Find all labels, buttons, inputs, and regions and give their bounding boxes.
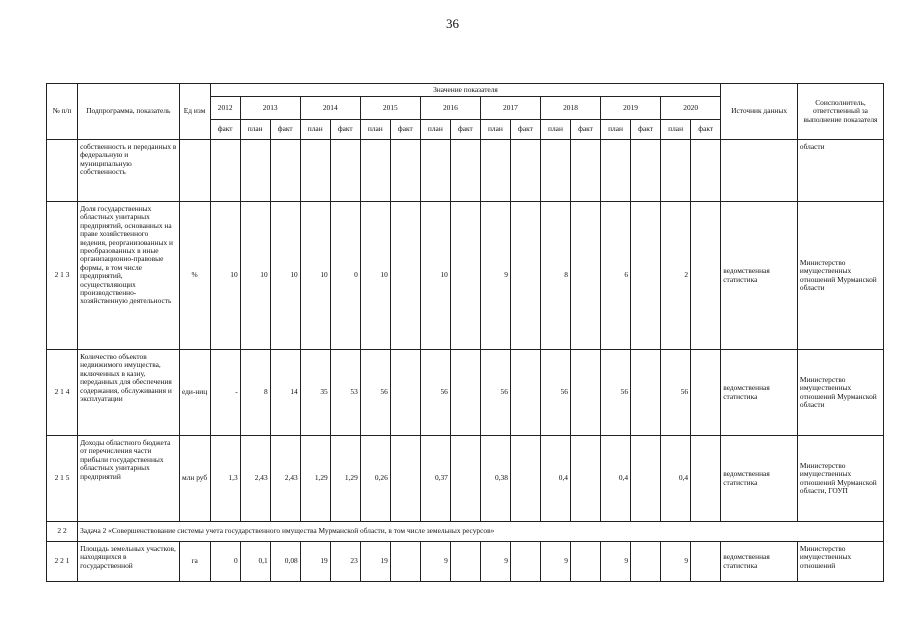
value-cell: 1,29 <box>300 436 330 522</box>
value-cell: 8 <box>240 350 270 436</box>
value-cell: 35 <box>300 350 330 436</box>
value-cell <box>510 202 540 350</box>
value-cell: - <box>210 350 240 436</box>
value-cell <box>571 542 601 582</box>
header-year: 2015 <box>360 97 420 120</box>
value-cell <box>390 202 420 350</box>
header-plan: план <box>540 120 570 140</box>
header-plan: план <box>360 120 390 140</box>
header-fact: факт <box>270 120 300 140</box>
value-cell <box>691 202 721 350</box>
value-cell: 56 <box>601 350 631 436</box>
value-cell: 0,4 <box>661 436 691 522</box>
value-cell: 0,38 <box>480 436 510 522</box>
value-cell: 0,26 <box>360 436 390 522</box>
header-plan: план <box>240 120 270 140</box>
value-cell <box>390 350 420 436</box>
value-cell <box>631 436 661 522</box>
value-cell <box>480 140 510 202</box>
value-cell: 10 <box>210 202 240 350</box>
row-num: 2 1 5 <box>47 436 78 522</box>
value-cell <box>390 542 420 582</box>
task-title: Задача 2 «Совершенствование системы учета государственного имущества Мурманской области, в том числе земельных ресурсов» <box>78 522 884 542</box>
value-cell: 0,4 <box>540 436 570 522</box>
value-cell <box>240 140 270 202</box>
value-cell <box>420 140 450 202</box>
table-header <box>47 84 884 140</box>
value-cell: 10 <box>240 202 270 350</box>
value-cell: 8 <box>540 202 570 350</box>
value-cell: 0 <box>210 542 240 582</box>
value-cell: 10 <box>360 202 390 350</box>
header-fact: факт <box>631 120 661 140</box>
value-cell <box>571 202 601 350</box>
value-cell: 0,08 <box>270 542 300 582</box>
value-cell <box>661 140 691 202</box>
value-cell <box>300 140 330 202</box>
value-cell: 19 <box>360 542 390 582</box>
value-cell <box>601 140 631 202</box>
row-num: 2 1 4 <box>47 350 78 436</box>
value-cell: 56 <box>420 350 450 436</box>
value-cell: 0 <box>330 202 360 350</box>
header-plan: план <box>480 120 510 140</box>
value-cell <box>210 140 240 202</box>
row-name: Доходы областного бюджета от перечисления части прибыли государственных областных унитарных предприятий <box>78 436 180 522</box>
value-cell <box>571 436 601 522</box>
row-source: ведомственная статистика <box>721 350 798 436</box>
value-cell <box>631 542 661 582</box>
table-row <box>47 542 884 582</box>
header-year: 2017 <box>480 97 540 120</box>
indicator-table <box>46 83 884 582</box>
row-unit: га <box>179 542 210 582</box>
value-cell: 10 <box>420 202 450 350</box>
header-year: 2018 <box>540 97 600 120</box>
table-row <box>47 140 884 202</box>
header-year: 2013 <box>240 97 300 120</box>
table-body <box>47 140 884 582</box>
header-fact: факт <box>691 120 721 140</box>
header-plan: план <box>601 120 631 140</box>
value-cell: 2,43 <box>270 436 300 522</box>
header-unit: Ед изм <box>179 84 210 140</box>
value-cell <box>540 140 570 202</box>
value-cell <box>510 436 540 522</box>
value-cell: 56 <box>540 350 570 436</box>
value-cell <box>631 350 661 436</box>
header-values-title: Значение показателя <box>210 84 721 97</box>
header-year: 2012 <box>210 97 240 120</box>
header-year: 2019 <box>601 97 661 120</box>
value-cell <box>510 542 540 582</box>
value-cell: 2 <box>661 202 691 350</box>
header-fact: факт <box>210 120 240 140</box>
table-row <box>47 436 884 522</box>
value-cell: 10 <box>270 202 300 350</box>
header-plan: план <box>661 120 691 140</box>
value-cell <box>691 350 721 436</box>
value-cell <box>631 140 661 202</box>
value-cell: 9 <box>480 542 510 582</box>
value-cell <box>450 350 480 436</box>
value-cell: 9 <box>540 542 570 582</box>
task-row <box>47 522 884 542</box>
value-cell: 1,29 <box>330 436 360 522</box>
header-fact: факт <box>450 120 480 140</box>
header-plan: план <box>300 120 330 140</box>
value-cell: 2,43 <box>240 436 270 522</box>
value-cell: 0,1 <box>240 542 270 582</box>
header-source: Источник данных <box>721 84 798 140</box>
value-cell <box>390 436 420 522</box>
value-cell <box>510 140 540 202</box>
row-unit: еди-ниц <box>179 350 210 436</box>
value-cell <box>450 140 480 202</box>
header-plan: план <box>420 120 450 140</box>
row-name: Доля государственных областных унитарных предприятий, основанных на праве хозяйственного ведения, реорганизованных и преобразованных в иные организационно-правовые формы, в том числе предприятий, осуществляющих производственно-хозяйственную деятельность <box>78 202 180 350</box>
value-cell: 9 <box>480 202 510 350</box>
value-cell <box>691 436 721 522</box>
value-cell <box>691 140 721 202</box>
value-cell: 1,3 <box>210 436 240 522</box>
value-cell: 56 <box>360 350 390 436</box>
header-year: 2016 <box>420 97 480 120</box>
row-source: ведомственная статистика <box>721 436 798 522</box>
value-cell: 0,4 <box>601 436 631 522</box>
header-responsible: Соисполнитель, ответственный за выполнение показателя <box>797 84 883 140</box>
value-cell: 9 <box>420 542 450 582</box>
value-cell: 10 <box>300 202 330 350</box>
value-cell: 56 <box>661 350 691 436</box>
row-responsible: Министерство имущественных отношений Мурманской области, ГОУП <box>797 436 883 522</box>
value-cell <box>450 436 480 522</box>
value-cell: 9 <box>601 542 631 582</box>
value-cell: 23 <box>330 542 360 582</box>
page-number: 36 <box>446 16 459 31</box>
value-cell <box>691 542 721 582</box>
row-name: собственность и переданных в федеральную и муниципальную собственность <box>78 140 180 202</box>
row-responsible: Министерство имущественных отношений <box>797 542 883 582</box>
header-year: 2014 <box>300 97 360 120</box>
row-num: 2 1 3 <box>47 202 78 350</box>
header-fact: факт <box>510 120 540 140</box>
row-num <box>47 140 78 202</box>
value-cell: 9 <box>661 542 691 582</box>
row-source <box>721 140 798 202</box>
row-responsible: Министерство имущественных отношений Мурманской области <box>797 350 883 436</box>
header-num: № п/п <box>47 84 78 140</box>
value-cell <box>450 542 480 582</box>
value-cell <box>390 140 420 202</box>
value-cell <box>450 202 480 350</box>
value-cell: 56 <box>480 350 510 436</box>
value-cell: 0,37 <box>420 436 450 522</box>
value-cell <box>571 350 601 436</box>
value-cell <box>571 140 601 202</box>
header-fact: факт <box>330 120 360 140</box>
task-num: 2 2 <box>47 522 78 542</box>
value-cell: 19 <box>300 542 330 582</box>
value-cell: 53 <box>330 350 360 436</box>
row-unit <box>179 140 210 202</box>
row-name: Количество объектов недвижимого имущества, включенных в казну, переданных для обеспечения содержания, обслуживания и эксплуатации <box>78 350 180 436</box>
value-cell <box>631 202 661 350</box>
header-fact: факт <box>571 120 601 140</box>
header-year: 2020 <box>661 97 721 120</box>
row-unit: млн руб <box>179 436 210 522</box>
row-responsible: Министерство имущественных отношений Мурманской области <box>797 202 883 350</box>
header-fact: факт <box>390 120 420 140</box>
row-source: ведомственная статистика <box>721 542 798 582</box>
value-cell <box>270 140 300 202</box>
table-row <box>47 202 884 350</box>
value-cell <box>510 350 540 436</box>
value-cell <box>360 140 390 202</box>
table-row <box>47 350 884 436</box>
row-source: ведомственная статистика <box>721 202 798 350</box>
value-cell <box>330 140 360 202</box>
row-num: 2 2 1 <box>47 542 78 582</box>
row-unit: % <box>179 202 210 350</box>
value-cell: 14 <box>270 350 300 436</box>
row-responsible: области <box>797 140 883 202</box>
value-cell: 6 <box>601 202 631 350</box>
header-name: Подпрограмма, показатель <box>78 84 180 140</box>
row-name: Площадь земельных участков, находящихся в государственной <box>78 542 180 582</box>
